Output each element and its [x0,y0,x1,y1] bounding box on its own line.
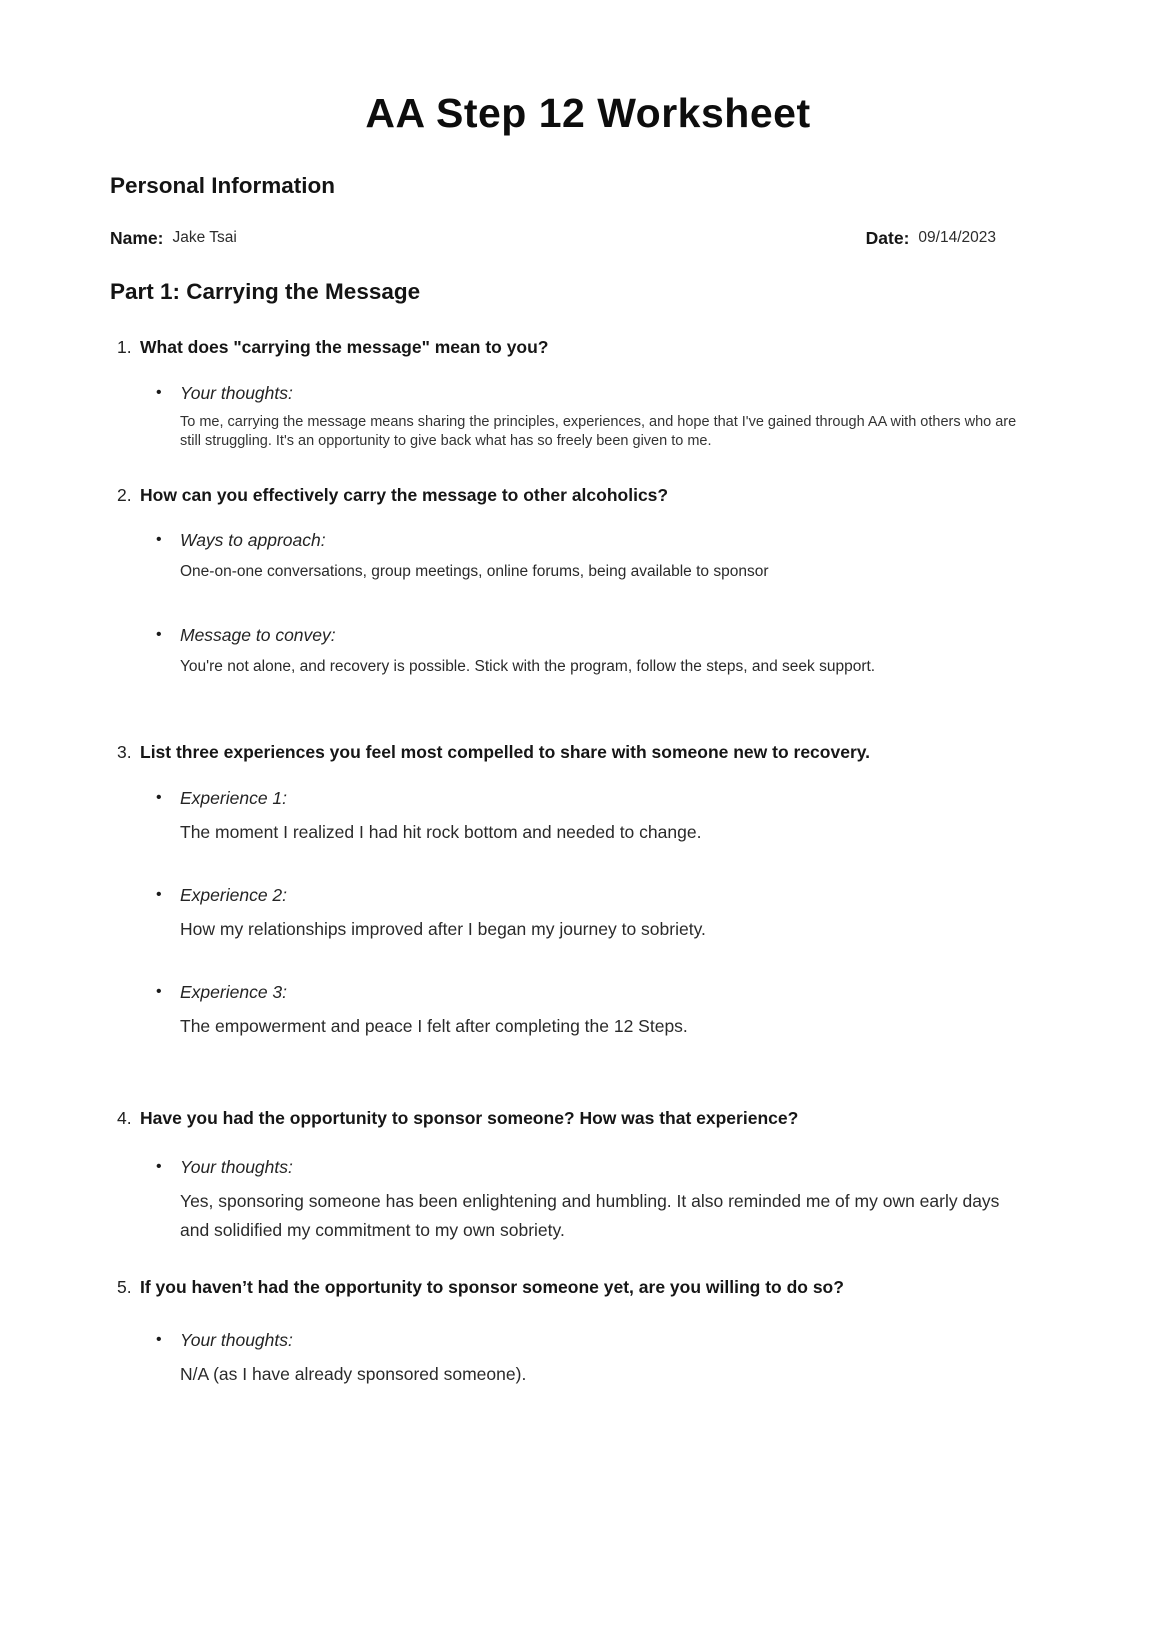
date-value: 09/14/2023 [918,229,996,247]
question-2 [110,484,1066,508]
question-3-answer-3: The empowerment and peace I felt after completing the 12 Steps. [180,1015,688,1036]
date-label: Date: [865,228,910,249]
question-2-text: How can you effectively carry the message to other alcoholics? [140,484,669,505]
question-2-answer-2: You're not alone, and recovery is possible. Stick with the program, follow the steps, and seek support. [180,658,876,676]
question-4-bullet-1-label: Your thoughts: [180,1156,293,1177]
question-5-bullet-1-label: Your thoughts: [180,1330,293,1351]
question-3-bullet-3-label: Experience 3: [180,981,288,1002]
bullet-icon: • [156,626,162,644]
name-label: Name: [110,228,164,249]
bullet-icon: • [156,383,162,401]
question-2-bullet-1 [156,530,1066,551]
question-1-bullet-1 [156,382,1066,404]
question-5-answer-1: N/A (as I have already sponsored someone). [180,1364,527,1385]
bullet-icon: • [156,788,162,806]
bullet-icon: • [156,1331,162,1349]
question-2-bullet-2 [156,625,1066,646]
question-2-bullet-2-label: Message to convey: [180,625,336,646]
question-3-answer-1: The moment I realized I had hit rock bottom and needed to change. [180,821,702,842]
question-3-bullet-1-label: Experience 1: [180,787,288,808]
question-5-text: If you haven’t had the opportunity to sponsor someone yet, are you willing to do so? [140,1276,844,1297]
question-1-bullet-1-label: Your thoughts: [180,382,293,403]
part1-heading: Part 1: Carrying the Message [110,279,421,305]
question-4-text: Have you had the opportunity to sponsor someone? How was that experience? [140,1107,799,1128]
question-3-answer-2: How my relationships improved after I began my journey to sobriety. [180,918,706,939]
question-5 [110,1276,1066,1300]
question-3-bullet-1 [156,787,1066,809]
question-3-text: List three experiences you feel most compelled to share with someone new to recovery. [140,742,871,763]
question-3-bullet-3 [156,981,1066,1003]
question-1-answer-1: To me, carrying the message means sharing the principles, experiences, and hope that I've gained through AA with others who are still struggling. It's an opportunity to give back what has so freely been given to me. [180,413,1017,449]
question-3 [110,741,1066,765]
question-4-answer-1: Yes, sponsoring someone has been enlightening and humbling. It also reminded me of my own early days and solidified my commitment to my own sobriety. [180,1190,1000,1240]
question-4-bullet-1 [156,1156,1066,1178]
name-field [110,228,237,249]
question-1-number: 1. [117,337,132,358]
question-4-number: 4. [117,1107,132,1128]
question-2-number: 2. [117,484,132,505]
question-2-bullet-1-label: Ways to approach: [180,530,326,551]
question-3-bullet-2-label: Experience 2: [180,884,288,905]
bullet-icon: • [156,531,162,549]
personal-info-heading: Personal Information [110,173,336,199]
question-1-text: What does "carrying the message" mean to you? [140,337,549,358]
question-4 [110,1107,1066,1131]
bullet-icon: • [156,982,162,1000]
question-2-answer-1: One-on-one conversations, group meetings, online forums, being available to sponsor [180,563,769,581]
bullet-icon: • [156,885,162,903]
name-date-row [110,228,1066,249]
question-3-number: 3. [117,742,132,763]
question-3-bullet-2 [156,884,1066,906]
question-5-bullet-1 [156,1330,1066,1351]
question-1 [110,336,1066,360]
name-value: Jake Tsai [172,229,237,247]
page-title: AA Step 12 Worksheet [365,90,811,136]
question-5-number: 5. [117,1276,132,1297]
bullet-icon: • [156,1157,162,1175]
date-field [866,228,1066,249]
